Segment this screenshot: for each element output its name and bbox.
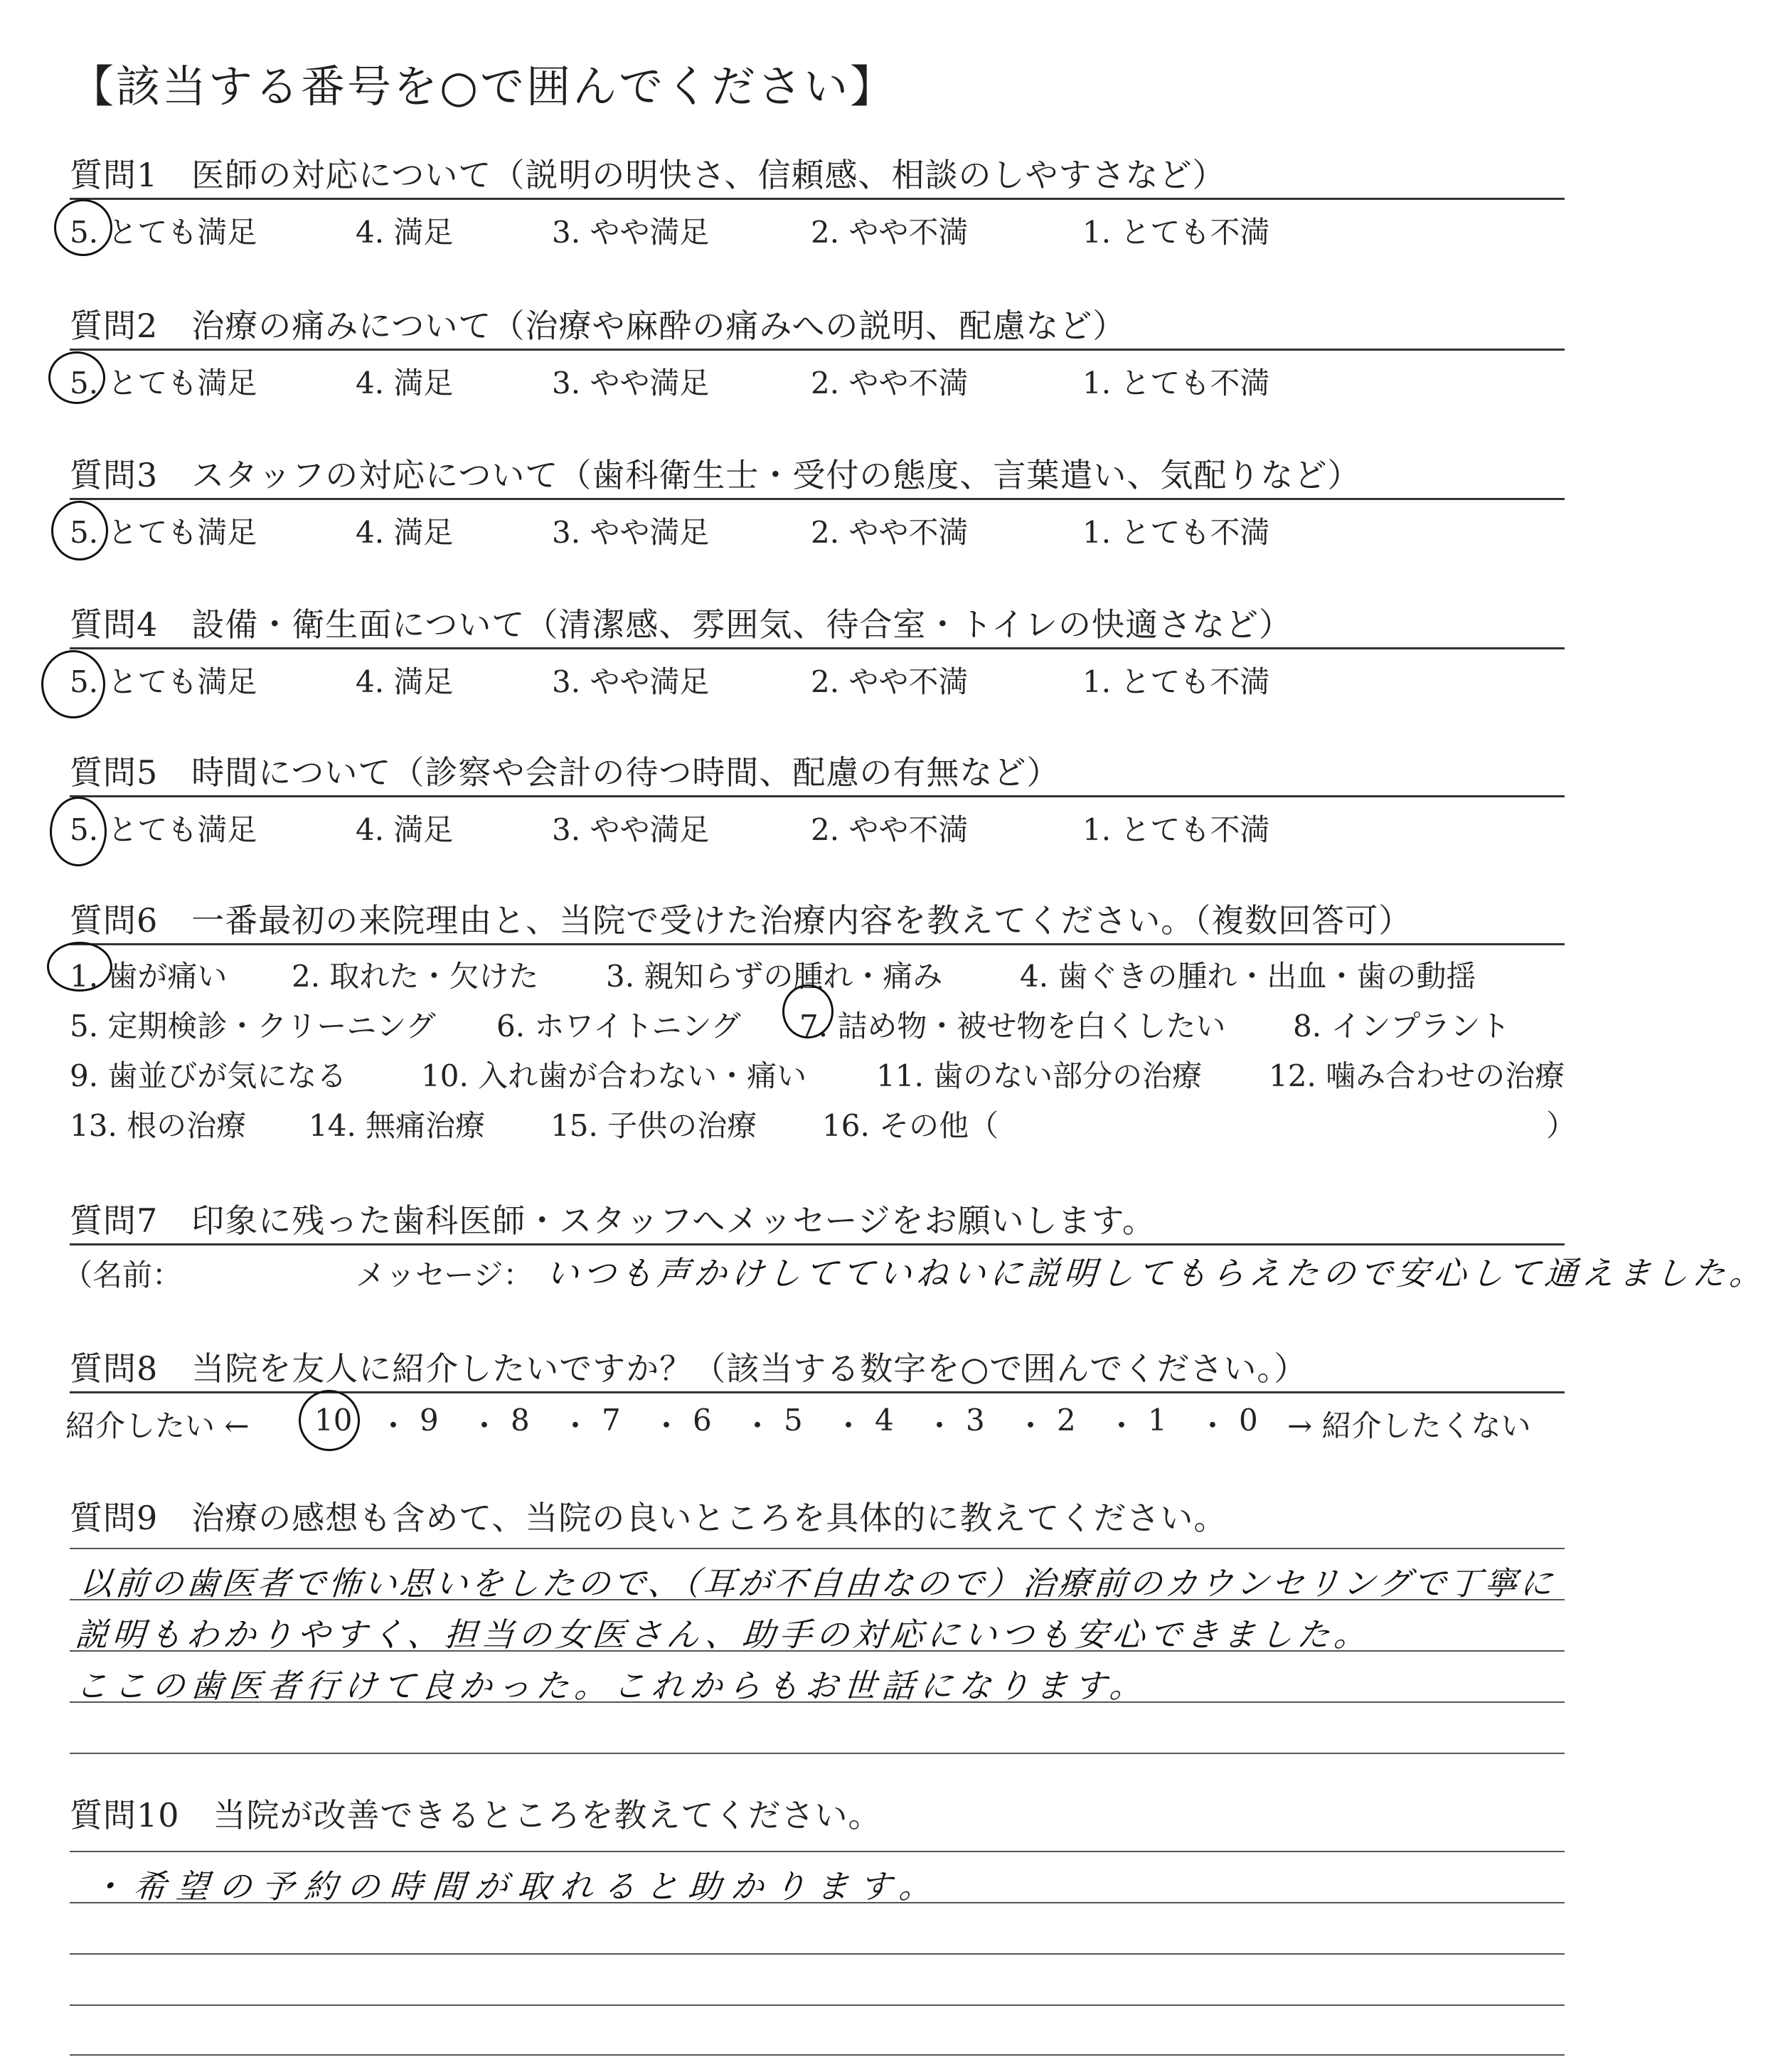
question-10-title: 質問10 当院が改善できるところを教えてください。	[70, 1796, 882, 1834]
option-4[interactable]: 4. 満足	[356, 215, 454, 250]
reason-option-16[interactable]: 16. その他（	[822, 1108, 999, 1143]
selection-circle	[50, 797, 107, 866]
scale-4[interactable]: 4	[875, 1403, 894, 1438]
writing-line	[70, 1548, 1565, 1549]
option-3[interactable]: 3. やや満足	[552, 515, 710, 550]
question-5-rule	[70, 795, 1565, 797]
scale-8[interactable]: 8	[511, 1403, 530, 1438]
option-5[interactable]: 5. とても満足	[70, 515, 257, 550]
scale-dot: ・	[925, 1408, 955, 1443]
scale-2[interactable]: 2	[1057, 1403, 1076, 1438]
option-1[interactable]: 1. とても不満	[1082, 366, 1270, 400]
name-label: （名前：	[63, 1258, 183, 1292]
reason-option-5[interactable]: 5. 定期検診・クリーニング	[70, 1009, 436, 1043]
question-3-title: 質問3 スタッフの対応について（歯科衛生士・受付の態度、言葉遣い、気配りなど）	[70, 456, 1361, 494]
selection-circle	[782, 984, 834, 1038]
answer-line-1: 以前の歯医者で怖い思いをしたので、（耳が不自由なので）治療前のカウンセリングで丁寧に	[78, 1564, 1557, 1603]
reason-option-10[interactable]: 10. 入れ歯が合わない・痛い	[421, 1058, 807, 1093]
scale-dot: ・	[1198, 1408, 1228, 1443]
option-2[interactable]: 2. やや不満	[811, 515, 969, 550]
option-1[interactable]: 1. とても不満	[1082, 515, 1270, 550]
question-8-rule	[70, 1391, 1565, 1393]
writing-line	[70, 1953, 1565, 1955]
writing-line	[70, 1753, 1565, 1754]
recommend-right-label: → 紹介したくない	[1287, 1408, 1531, 1443]
reason-option-4[interactable]: 4. 歯ぐきの腫れ・出血・歯の動揺	[1020, 959, 1476, 994]
option-3[interactable]: 3. やや満足	[552, 366, 710, 400]
option-2[interactable]: 2. やや不満	[811, 215, 969, 250]
reason-option-12[interactable]: 12. 噛み合わせの治療	[1269, 1058, 1565, 1093]
option-1[interactable]: 1. とても不満	[1082, 215, 1270, 250]
scale-dot: ・	[1016, 1408, 1046, 1443]
writing-line	[70, 2004, 1565, 2006]
reason-option-6[interactable]: 6. ホワイトニング	[496, 1009, 741, 1043]
scale-9[interactable]: 9	[420, 1403, 439, 1438]
option-4[interactable]: 4. 満足	[356, 812, 454, 847]
scale-10[interactable]: 10	[314, 1403, 353, 1438]
reason-option-7[interactable]: 7. 詰め物・被せ物を白くしたい	[799, 1009, 1226, 1043]
writing-line	[70, 2054, 1565, 2056]
message-handwritten: いつも声かけしてていねいに説明してもらえたので安心して通えました。	[544, 1254, 1768, 1292]
message-label: メッセージ：	[356, 1258, 533, 1292]
question-3-rule	[70, 498, 1565, 500]
question-4-rule	[70, 647, 1565, 649]
scale-5[interactable]: 5	[784, 1403, 803, 1438]
option-3[interactable]: 3. やや満足	[552, 812, 710, 847]
option-4[interactable]: 4. 満足	[356, 664, 454, 699]
improvement-answer-line-1: ・希望の予約の時間が取れると助かります。	[89, 1867, 944, 1906]
question-1-title: 質問1 医師の対応について（説明の明快さ、信頼感、相談のしやすさなど）	[70, 156, 1226, 194]
option-4[interactable]: 4. 満足	[356, 515, 454, 550]
option-5[interactable]: 5. とても満足	[70, 664, 257, 699]
other-close-paren: ）	[1546, 1108, 1577, 1143]
reason-option-9[interactable]: 9. 歯並びが気になる	[70, 1058, 347, 1093]
question-8-title: 質問8 当院を友人に紹介したいですか？（該当する数字を○で囲んでください。）	[70, 1349, 1308, 1388]
question-7-rule	[70, 1243, 1565, 1245]
question-2-title: 質問2 治療の痛みについて（治療や麻酔の痛みへの説明、配慮など）	[70, 307, 1127, 345]
option-3[interactable]: 3. やや満足	[552, 664, 710, 699]
option-2[interactable]: 2. やや不満	[811, 664, 969, 699]
scale-dot: ・	[651, 1408, 682, 1443]
question-7-title: 質問7 印象に残った歯科医師・スタッフへメッセージをお願いします。	[70, 1201, 1156, 1240]
reason-option-1[interactable]: 1. 歯が痛い	[70, 959, 228, 994]
question-9-title: 質問9 治療の感想も含めて、当院の良いところを具体的に教えてください。	[70, 1499, 1228, 1537]
selection-circle	[48, 351, 105, 404]
selection-circle	[41, 650, 105, 718]
recommend-left-label: 紹介したい ←	[65, 1408, 250, 1443]
option-5[interactable]: 5. とても満足	[70, 366, 257, 400]
option-3[interactable]: 3. やや満足	[552, 215, 710, 250]
scale-7[interactable]: 7	[602, 1403, 621, 1438]
selection-circle	[299, 1390, 360, 1451]
question-1-rule	[70, 198, 1565, 200]
scale-dot: ・	[469, 1408, 500, 1443]
question-6-rule	[70, 943, 1565, 945]
reason-option-3[interactable]: 3. 親知らずの腫れ・痛み	[606, 959, 943, 994]
scale-dot: ・	[1107, 1408, 1137, 1443]
scale-dot: ・	[742, 1408, 773, 1443]
question-6-title: 質問6 一番最初の来院理由と、当院で受けた治療内容を教えてください。（複数回答可）	[70, 901, 1412, 940]
reason-option-13[interactable]: 13. 根の治療	[70, 1108, 247, 1143]
reason-option-8[interactable]: 8. インプラント	[1293, 1009, 1511, 1043]
scale-dot: ・	[378, 1408, 409, 1443]
option-5[interactable]: 5. とても満足	[70, 812, 257, 847]
option-2[interactable]: 2. やや不満	[811, 812, 969, 847]
question-4-title: 質問4 設備・衛生面について（清潔感、雰囲気、待合室・トイレの快適さなど）	[70, 605, 1293, 644]
reason-option-15[interactable]: 15. 子供の治療	[550, 1108, 757, 1143]
reason-option-14[interactable]: 14. 無痛治療	[309, 1108, 486, 1143]
option-2[interactable]: 2. やや不満	[811, 366, 969, 400]
scale-1[interactable]: 1	[1148, 1403, 1167, 1438]
answer-line-2: 説明もわかりやすく、担当の女医さん、助手の対応にいつも安心できました。	[73, 1615, 1373, 1654]
option-5[interactable]: 5. とても満足	[70, 215, 257, 250]
selection-circle	[54, 199, 112, 256]
scale-dot: ・	[560, 1408, 591, 1443]
page-title: 【該当する番号を○で囲んでください】	[70, 60, 897, 112]
scale-6[interactable]: 6	[693, 1403, 712, 1438]
answer-line-3: ここの歯医者行けて良かった。これからもお世話になります。	[73, 1667, 1150, 1705]
reason-option-11[interactable]: 11. 歯のない部分の治療	[876, 1058, 1203, 1093]
option-1[interactable]: 1. とても不満	[1082, 664, 1270, 699]
selection-circle	[47, 942, 112, 992]
option-4[interactable]: 4. 満足	[356, 366, 454, 400]
writing-line	[70, 1851, 1565, 1852]
reason-option-2[interactable]: 2. 取れた・欠けた	[292, 959, 539, 994]
selection-circle	[51, 501, 108, 560]
scale-0[interactable]: 0	[1239, 1403, 1258, 1438]
option-1[interactable]: 1. とても不満	[1082, 812, 1270, 847]
question-2-rule	[70, 349, 1565, 351]
question-5-title: 質問5 時間について（診察や会計の待つ時間、配慮の有無など）	[70, 753, 1060, 792]
scale-3[interactable]: 3	[966, 1403, 985, 1438]
scale-dot: ・	[834, 1408, 864, 1443]
